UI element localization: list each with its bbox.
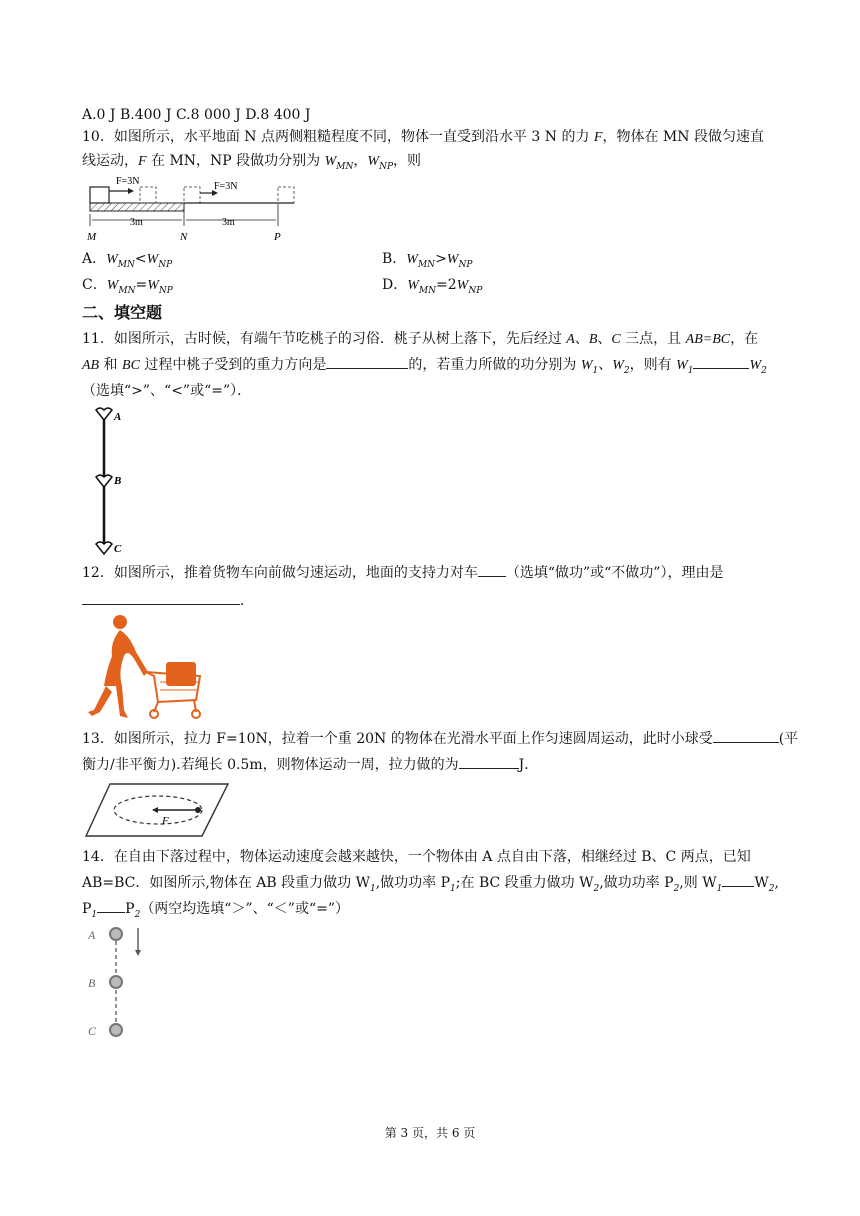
q10-line1 (82, 126, 764, 149)
subscript: 2 (623, 365, 630, 376)
q10-option-d (382, 274, 482, 302)
subscript: 2 (134, 909, 141, 920)
point-label: P (274, 231, 281, 243)
point-symbol: A (566, 332, 575, 347)
arrow-head (128, 188, 134, 194)
subscript-mn: MN (117, 259, 135, 270)
work-symbol: W (147, 278, 159, 293)
peach-icon (96, 542, 112, 554)
q13-text: J． (518, 757, 539, 773)
q14-text: （两空均选填“＞”、“＜”或“=”） (140, 901, 349, 917)
work-symbol: W (456, 278, 469, 293)
subscript-np: NP (158, 285, 173, 296)
subscript: 1 (450, 883, 456, 894)
subscript: 2 (673, 883, 680, 894)
q12-line1 (82, 562, 723, 584)
operator: =2 (436, 277, 457, 293)
q14-text: ;在 BC 段重力做功 W (455, 875, 594, 891)
segment-symbol: AB (82, 358, 100, 373)
q14-line2 (82, 872, 779, 900)
q14-text: P (125, 901, 135, 917)
answer-blank[interactable] (97, 898, 125, 913)
q14-text: ,则 W (679, 875, 717, 891)
q14-text: ,做功功率 P (599, 875, 674, 891)
answer-blank[interactable] (713, 728, 779, 743)
ball (110, 976, 122, 988)
operator: > (435, 251, 447, 267)
option-label: A． (82, 251, 107, 267)
work-symbol: W (749, 358, 762, 373)
q10-text: 在 MN，NP 段做功分别为 (146, 153, 325, 169)
operator: = (135, 277, 148, 293)
option-label: D． (382, 277, 408, 293)
work-symbol: W (367, 154, 380, 169)
page-footer: 第 3 页，共 6 页 (384, 1126, 476, 1140)
answer-blank[interactable] (82, 590, 240, 605)
q12-text: ． (240, 593, 254, 609)
point-label: B (88, 976, 96, 990)
q14-line1: 14．在自由下落过程中，物体运动速度会越来越快，一个物体由 A 点自由下落，相继经过 B、C 两点，已知 (82, 849, 751, 865)
separator: 、 (597, 331, 612, 347)
q11-text: 三点，且 (620, 331, 686, 347)
subscript-mn: MN (336, 161, 354, 172)
q10-option-b (382, 248, 472, 276)
q12-figure (84, 612, 204, 722)
q10-text: 10．如图所示，水平地面 N 点两侧粗糙程度不同，物体一直受到沿水平 3 N 的力 (82, 129, 594, 145)
subscript-np: NP (458, 259, 473, 270)
work-symbol: W (612, 358, 624, 373)
option-label: B． (382, 251, 407, 267)
block (90, 187, 109, 203)
work-symbol: W (324, 154, 337, 169)
q13-figure (84, 780, 230, 840)
q14-figure (84, 922, 154, 1042)
separator: 、 (598, 357, 613, 373)
work-symbol: W (146, 252, 159, 267)
force-label: F=3N (214, 181, 238, 192)
ball (195, 807, 201, 813)
q14-text: AB=BC．如图所示,物体在 AB 段重力做功 W (82, 875, 370, 891)
force-symbol: F (138, 154, 147, 169)
force-label: F (162, 815, 169, 827)
q11-figure (84, 404, 134, 556)
q11-line1 (82, 328, 758, 351)
subscript: 1 (592, 365, 599, 376)
q12-line2 (82, 590, 254, 612)
arrow-head (135, 950, 141, 956)
peach-icon (96, 475, 112, 487)
answer-blank[interactable] (478, 562, 506, 577)
block-ghost (184, 187, 200, 203)
person-body (104, 630, 148, 686)
q10-text: ，则 (393, 153, 421, 169)
q13-text: (平 (778, 731, 799, 747)
q10-text: 线运动， (82, 153, 138, 169)
work-symbol: W (676, 358, 688, 373)
distance-label: 3m (130, 217, 143, 228)
subscript-np: NP (158, 259, 173, 270)
point-label: C (114, 543, 122, 555)
work-symbol: W (406, 252, 418, 267)
q14-text: P (82, 901, 92, 917)
answer-blank[interactable] (693, 354, 749, 369)
work-symbol: W (580, 358, 593, 373)
subscript-mn: MN (417, 259, 436, 270)
point-label: B (114, 475, 122, 487)
q14-text: W (754, 875, 769, 891)
point-label: C (88, 1024, 97, 1038)
answer-blank[interactable] (326, 354, 408, 369)
q13-line1 (82, 728, 798, 750)
operator: < (134, 251, 147, 267)
force-label: F=3N (116, 176, 140, 187)
section-title: 二、填空题 (82, 303, 163, 322)
equation: AB=BC (685, 332, 731, 347)
answer-blank[interactable] (459, 754, 519, 769)
q11-text: 过程中桃子受到的重力方向是 (139, 357, 327, 373)
q13-text: 衡力/非平衡力).若绳长 0.5m，则物体运动一周，拉力做的为 (82, 757, 459, 773)
work-symbol: W (446, 252, 459, 267)
q13-text: 13．如图所示，拉力 F=10N，拉着一个重 20N 的物体在光滑水平面上作匀速圆周运动，此时小球受 (82, 731, 713, 747)
force-symbol: F (593, 130, 603, 145)
subscript: 1 (91, 909, 98, 920)
segment-symbol: BC (122, 358, 140, 373)
q10-option-c (82, 274, 173, 302)
block-ghost (140, 187, 156, 203)
q12-text: 12．如图所示，推着货物车向前做匀速运动，地面的支持力对车 (82, 565, 478, 581)
q11-text: 和 (99, 357, 123, 373)
peach-icon (96, 408, 112, 420)
person-leg (88, 686, 112, 716)
block-ghost (278, 187, 294, 203)
rough-surface (90, 203, 184, 211)
work-symbol: W (407, 278, 419, 293)
point-symbol: B (588, 332, 598, 347)
point-label: M (87, 231, 97, 243)
person-icon (113, 615, 127, 629)
option-label: C． (82, 277, 107, 293)
subscript: 2 (768, 883, 775, 894)
q10-text: ，物体在 MN 段做匀速直 (602, 129, 764, 145)
q14-text: ,做功功率 P (375, 875, 451, 891)
q12-text: （选填“做功”或“不做功”），理由是 (505, 565, 724, 581)
subscript: 2 (593, 883, 600, 894)
subscript-mn: MN (418, 285, 436, 296)
subscript: 1 (369, 883, 376, 894)
work-symbol: W (106, 278, 119, 293)
distance-label: 3m (222, 217, 235, 228)
person-leg (116, 686, 128, 718)
ball (110, 928, 122, 940)
subscript: 1 (716, 883, 723, 894)
work-symbol: W (106, 252, 118, 267)
point-label: A (114, 411, 122, 423)
q11-text: ，则有 (629, 357, 677, 373)
q10-figure (84, 174, 324, 244)
cargo-box (166, 662, 196, 686)
q11-text: 的，若重力所做的功分别为 (408, 357, 581, 373)
point-label: A (88, 928, 96, 942)
subscript: 1 (687, 365, 694, 376)
subscript-np: NP (468, 285, 483, 296)
q14-text: , (774, 875, 779, 891)
ball (110, 1024, 122, 1036)
point-symbol: C (611, 332, 621, 347)
q11-text: 11．如图所示，古时候，有端午节吃桃子的习俗．桃子从树上落下，先后经过 (82, 331, 567, 347)
q11-line2 (82, 354, 767, 382)
q10-text: ， (353, 153, 368, 169)
q13-line2 (82, 754, 538, 776)
q11-text: ，在 (730, 331, 759, 347)
q9-options: A.0 J B.400 J C.8 000 J D.8 400 J (82, 107, 311, 123)
subscript-np: NP (379, 161, 393, 172)
answer-blank[interactable] (722, 872, 754, 887)
q11-line3: （选填“>”、“<”或“=”）． (82, 383, 252, 399)
point-label: N (180, 231, 188, 243)
subscript-mn: MN (118, 285, 136, 296)
q10-option-a (82, 248, 172, 276)
separator: 、 (574, 331, 589, 347)
subscript: 2 (761, 365, 767, 376)
